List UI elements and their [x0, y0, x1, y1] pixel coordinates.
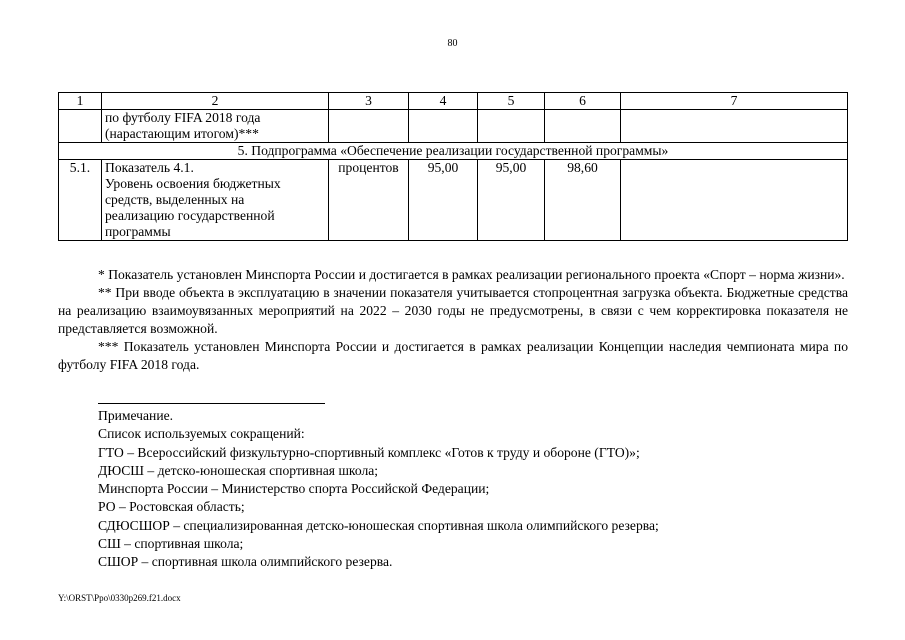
subprogram-title: 5. Подпрограмма «Обеспечение реализации государственной программы»	[59, 143, 848, 160]
column-header: 1	[59, 93, 102, 110]
table-cell	[545, 110, 621, 143]
value-cell: 95,00	[409, 160, 478, 241]
abbreviation-item: ДЮСШ – детско-юношеская спортивная школа;	[98, 462, 379, 478]
cell-text-line: (нарастающим итогом)***	[105, 126, 259, 141]
cell-text-line: средств, выделенных на	[105, 192, 245, 207]
subprogram-row	[59, 143, 848, 160]
indicator-name-cell	[102, 110, 329, 143]
table-cell	[59, 110, 102, 143]
cell-text-line: Показатель 4.1.	[105, 160, 194, 175]
table-cell	[329, 110, 409, 143]
cell-text-line: программы	[105, 224, 171, 239]
table-row	[59, 160, 848, 241]
column-header: 6	[545, 93, 621, 110]
table-row	[59, 110, 848, 143]
column-header: 7	[621, 93, 848, 110]
file-path: Y:\ORST\Ppo\0330p269.f21.docx	[58, 593, 181, 603]
cell-text-line: реализацию государственной	[105, 208, 275, 223]
footnote-separator	[98, 403, 325, 404]
indicators-table	[58, 92, 848, 241]
cell-text-line: по футболу FIFA 2018 года	[105, 110, 261, 125]
column-header: 2	[102, 93, 329, 110]
table-header-row	[59, 93, 848, 110]
abbreviation-item: Минспорта России – Министерство спорта Российской Федерации;	[98, 481, 490, 497]
value-cell: 98,60	[545, 160, 621, 241]
abbreviations-heading: Список используемых сокращений:	[98, 426, 305, 442]
abbreviation-item: СШОР – спортивная школа олимпийского резерва.	[98, 554, 393, 570]
abbreviations-section	[98, 407, 659, 572]
column-header: 3	[329, 93, 409, 110]
column-header: 5	[478, 93, 545, 110]
abbreviation-item: СШ – спортивная школа;	[98, 536, 244, 552]
table-cell	[621, 160, 848, 241]
indicator-name-cell	[102, 160, 329, 241]
footnote: * Показатель установлен Минспорта России и достигается в рамках реализации регионального проекта «Спорт – норма жизни».	[98, 267, 845, 282]
cell-text-line: Уровень освоения бюджетных	[105, 176, 281, 191]
footnotes	[58, 266, 848, 374]
indicator-number: 5.1.	[59, 160, 102, 241]
footnote: *** Показатель установлен Минспорта России и достигается в рамках реализации Концепции наследия чемпионата мира по футболу FIFA 2018 года.	[58, 339, 848, 372]
abbreviation-item: ГТО – Всероссийский физкультурно-спортивный комплекс «Готов к труду и обороне (ГТО)»;	[98, 444, 640, 460]
page-number: 80	[447, 38, 458, 49]
abbreviation-item: СДЮСШОР – специализированная детско-юношеская спортивная школа олимпийского резерва;	[98, 517, 659, 533]
table-cell	[621, 110, 848, 143]
abbreviation-item: РО – Ростовская область;	[98, 499, 245, 515]
table-cell	[409, 110, 478, 143]
footnote: ** При вводе объекта в эксплуатацию в значении показателя учитывается стопроцентная загрузка объекта. Бюджетные средства на реализацию взаимоувязанных мероприятий на 2022 – 2030 годы не предусмотрены, в связи с чем корректировка показателя не представляется возможной.	[58, 285, 848, 336]
column-header: 4	[409, 93, 478, 110]
table-cell	[478, 110, 545, 143]
value-cell: 95,00	[478, 160, 545, 241]
unit-cell: процентов	[329, 160, 409, 241]
note-heading: Примечание.	[98, 408, 174, 423]
